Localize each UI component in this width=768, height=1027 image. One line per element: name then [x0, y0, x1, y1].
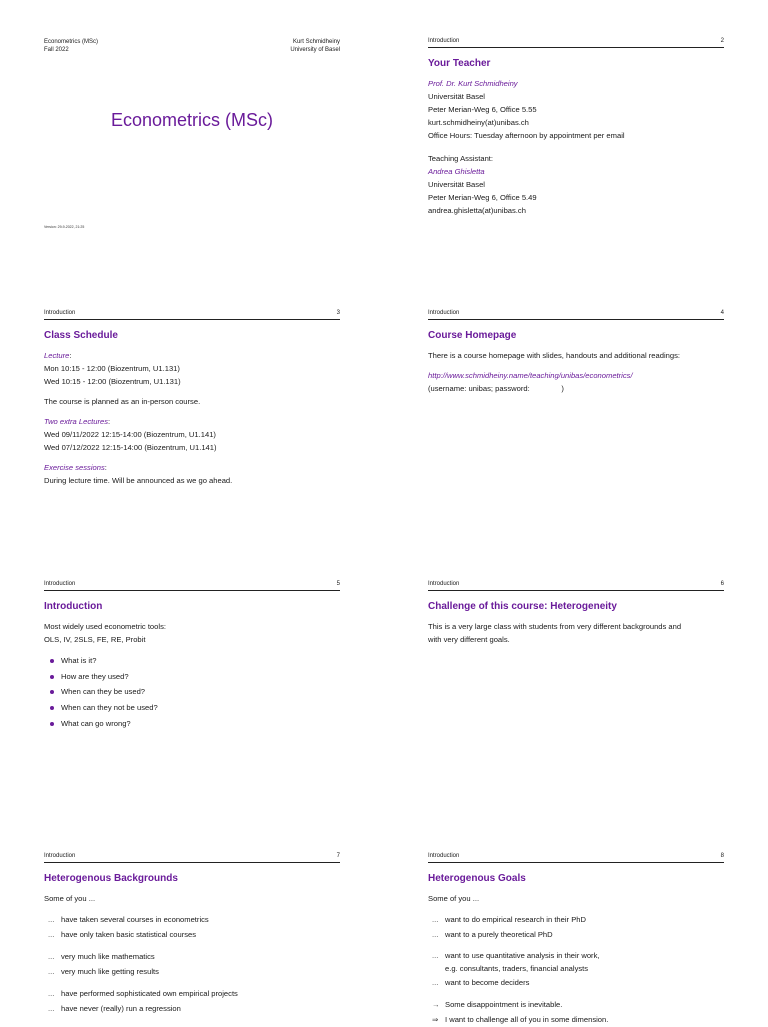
- list-item: ... very much like mathematics: [48, 952, 155, 961]
- slide-header: [428, 581, 724, 591]
- conclusion-item: ⇒ I want to challenge all of you in some dimension.: [428, 1012, 724, 1027]
- slide-header: [428, 853, 724, 863]
- exercise-label: Exercise sessions: [44, 463, 105, 472]
- version-note: Version: 29-9-2022, 21:25: [44, 225, 85, 229]
- bullet-icon: [50, 659, 54, 663]
- slide-number: 2: [720, 38, 724, 44]
- slide-heading: Heterogenous Backgrounds: [44, 873, 178, 884]
- slide-number: 8: [720, 853, 724, 859]
- intro-line: OLS, IV, 2SLS, FE, RE, Probit: [44, 635, 146, 644]
- lecture-line: Mon 10:15 - 12:00 (Biozentrum, U1.131): [44, 364, 180, 373]
- slide-header: [428, 38, 724, 48]
- section-label: Introduction: [428, 310, 460, 316]
- slide-header: [44, 310, 340, 320]
- list-item-continuation: e.g. consultants, traders, financial analysts: [445, 964, 589, 973]
- teacher-name: Prof. Dr. Kurt Schmidheiny: [428, 79, 518, 88]
- author: Kurt Schmidheiny: [292, 39, 340, 45]
- course-name: Econometrics (MSc): [44, 39, 99, 45]
- teacher-line: Peter Merian-Weg 6, Office 5.55: [428, 105, 537, 114]
- slide-heading: Your Teacher: [428, 58, 491, 69]
- extra-lecture-line: Wed 07/12/2022 12:15-14:00 (Biozentrum, U1.141): [44, 443, 217, 452]
- slide-introduction: [44, 581, 340, 732]
- slide-number: 7: [336, 853, 340, 859]
- extra-lecture-line: Wed 09/11/2022 12:15-14:00 (Biozentrum, U1.141): [44, 430, 216, 439]
- slide-your-teacher: [428, 38, 724, 217]
- slide-course-homepage: [428, 310, 724, 395]
- homepage-link[interactable]: http://www.schmidheiny.name/teaching/unibas/econometrics/: [428, 371, 633, 380]
- list-item: ... want to a purely theoretical PhD: [432, 930, 553, 939]
- section-label: Introduction: [44, 853, 76, 859]
- list-item: How are they used?: [44, 669, 340, 685]
- teacher-line: kurt.schmidheiny(at)unibas.ch: [428, 118, 529, 127]
- body-line: This is a very large class with students from very different backgrounds and: [428, 622, 682, 631]
- slide-heterogeneity: [428, 581, 724, 646]
- section-label: Introduction: [44, 310, 76, 316]
- bullet-icon: [50, 675, 54, 679]
- main-title: Econometrics (MSc): [110, 110, 274, 130]
- section-label: Introduction: [428, 581, 460, 587]
- slide-header: [44, 581, 340, 591]
- right-arrow-icon: →: [432, 1000, 440, 1009]
- list-item: ... want to become deciders: [432, 978, 530, 987]
- homepage-text: There is a course homepage with slides, handouts and additional readings:: [428, 351, 681, 360]
- list-item: ... have performed sophisticated own empirical projects: [48, 989, 238, 998]
- slide-heterogenous-backgrounds: [44, 853, 340, 1016]
- slide-title: [44, 38, 340, 229]
- slide-heading: Introduction: [44, 601, 103, 612]
- list-item: ... want to do empirical research in their PhD: [432, 915, 586, 924]
- ta-line: Universität Basel: [428, 180, 485, 189]
- slide-number: 4: [720, 310, 724, 316]
- exercise-line: During lecture time. Will be announced as we go ahead.: [44, 476, 233, 485]
- list-item: ... have only taken basic statistical courses: [48, 930, 197, 939]
- slide-heading: Course Homepage: [428, 330, 517, 341]
- list-item: What can go wrong?: [44, 716, 340, 732]
- intro-line: Most widely used econometric tools:: [44, 622, 166, 631]
- ta-line: Peter Merian-Weg 6, Office 5.49: [428, 193, 537, 202]
- extra-lectures-label: Two extra Lectures: [44, 417, 109, 426]
- list-item: ... have taken several courses in econometrics: [48, 915, 209, 924]
- credentials: (username: unibas; password: ): [428, 384, 564, 393]
- slide-heading: Class Schedule: [44, 330, 118, 341]
- ta-label: Teaching Assistant:: [428, 154, 494, 163]
- semester: Fall 2022: [44, 47, 69, 53]
- title-slide-header: [44, 38, 340, 54]
- slide-class-schedule: Introduction 3 Class Schedule Lecture: Mon 10:15 - 12:00 (Biozentrum, U1.131) Wed 10:15 - 12:00 (Biozentrum, U1.131) The course is planned as an in-person course. Two extra Lectures: Wed 09/11/2022 12:15-14:00 (Biozentrum, U1.141) Wed 07/12/2022 12:15-14:00 (Biozentrum, U1.141) Exercise sessions: During lecture time. Will be announced as we go ahead.: [44, 310, 340, 485]
- ta-name: Andrea Ghisletta: [428, 167, 485, 176]
- intro-line: Some of you ...: [44, 894, 96, 903]
- lecture-label: Lecture: [44, 351, 70, 360]
- conclusion-item: → Some disappointment is inevitable.: [428, 997, 724, 1012]
- list-item: When can they be used?: [44, 684, 340, 700]
- list-item: ... very much like getting results: [48, 967, 159, 976]
- body-line: with very different goals.: [428, 635, 510, 644]
- teacher-line: Office Hours: Tuesday afternoon by appointment per email: [428, 131, 625, 140]
- ta-line: andrea.ghisletta(at)unibas.ch: [428, 206, 526, 215]
- slide-number: 6: [720, 581, 724, 587]
- intro-line: Some of you ...: [428, 894, 480, 903]
- lecture-line: Wed 10:15 - 12:00 (Biozentrum, U1.131): [44, 377, 181, 386]
- bullet-icon: [50, 706, 54, 710]
- slide-header: [428, 310, 724, 320]
- affiliation: University of Basel: [290, 47, 340, 53]
- slide-number: 3: [336, 310, 340, 316]
- list-item: ... want to use quantitative analysis in their work,: [432, 951, 600, 960]
- in-person-note: The course is planned as an in-person course.: [44, 397, 201, 406]
- section-label: Introduction: [428, 853, 460, 859]
- list-item: ... have never (really) run a regression: [48, 1004, 181, 1013]
- teacher-line: Universität Basel: [428, 92, 485, 101]
- list-item: When can they not be used?: [44, 700, 340, 716]
- slide-heterogenous-goals: [428, 853, 724, 1027]
- bullet-icon: [50, 722, 54, 726]
- section-label: Introduction: [428, 38, 460, 44]
- slide-number: 5: [336, 581, 340, 587]
- list-item: What is it?: [44, 653, 340, 669]
- slide-heading: Heterogenous Goals: [428, 873, 526, 884]
- section-label: Introduction: [44, 581, 76, 587]
- slide-header: [44, 853, 340, 863]
- slide-heading: Challenge of this course: Heterogeneity: [428, 601, 617, 612]
- bullet-icon: [50, 690, 54, 694]
- double-arrow-icon: ⇒: [432, 1015, 439, 1024]
